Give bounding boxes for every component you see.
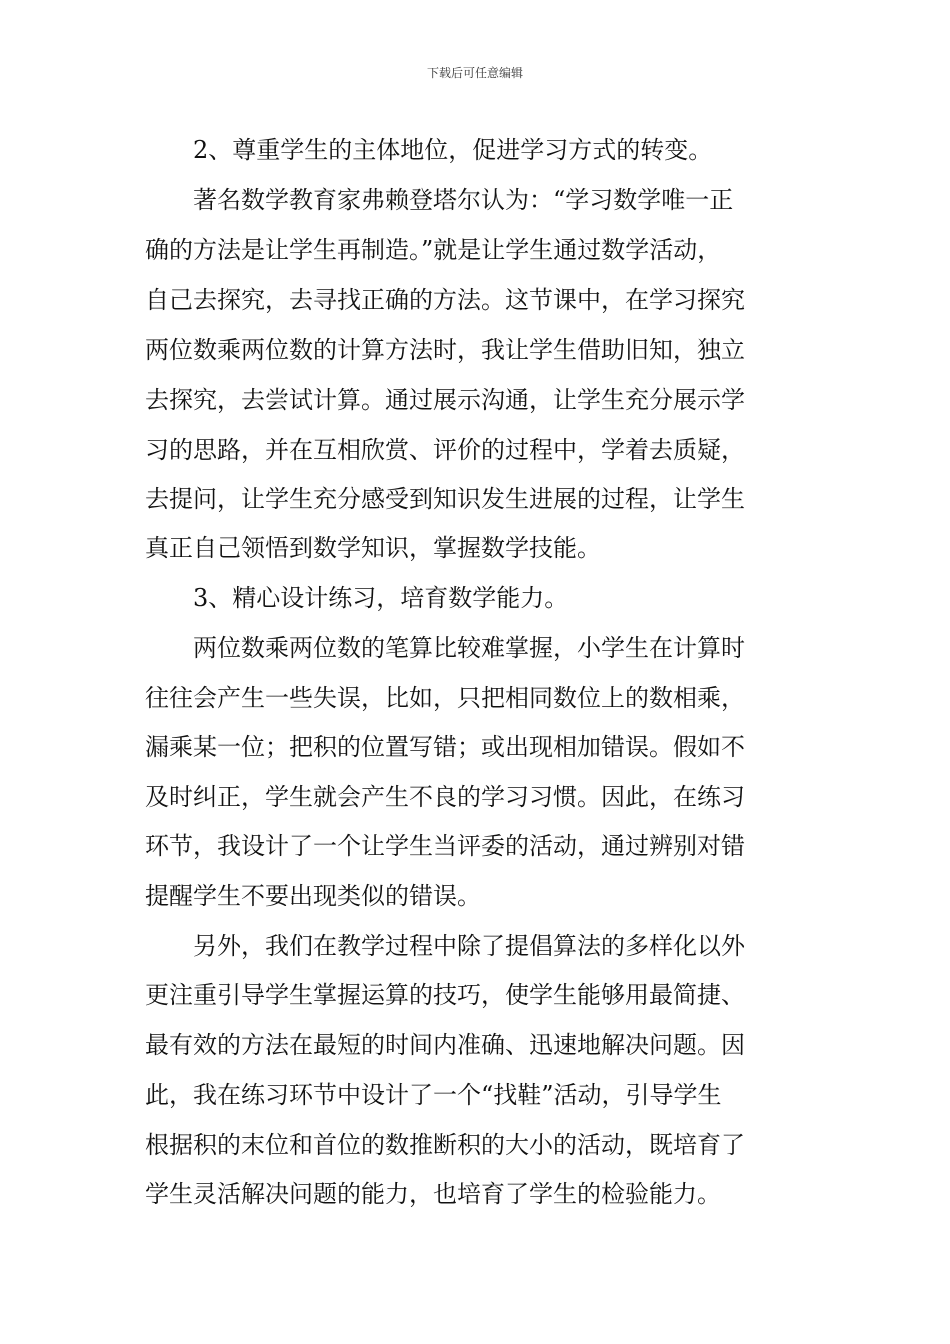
text-line: 真正自己领悟到数学知识，掌握数学技能。: [145, 534, 601, 562]
text-line: 提醒学生不要出现类似的错误。: [145, 882, 481, 910]
text-line: 著名数学教育家弗赖登塔尔认为：“学习数学唯一正: [193, 186, 734, 214]
text-line: 去探究，去尝试计算。通过展示沟通，让学生充分展示学: [145, 386, 745, 414]
text-line: 两位数乘两位数的笔算比较难掌握，小学生在计算时: [193, 634, 745, 662]
text-line: 去提问，让学生充分感受到知识发生进展的过程，让学生: [145, 485, 745, 513]
text-line: 更注重引导学生掌握运算的技巧，使学生能够用最简捷、: [145, 981, 745, 1009]
text-line: 往往会产生一些失误，比如，只把相同数位上的数相乘，: [145, 684, 745, 712]
text-line: 确的方法是让学生再制造。”就是让学生通过数学活动，: [145, 236, 722, 264]
text-line: 2、尊重学生的主体地位，促进学习方式的转变。: [193, 136, 713, 164]
text-line: 根据积的末位和首位的数推断积的大小的活动，既培育了: [145, 1131, 745, 1159]
text-line: 3、精心设计练习，培育数学能力。: [193, 584, 569, 612]
text-line: 漏乘某一位；把积的位置写错；或出现相加错误。假如不: [145, 733, 745, 761]
text-line: 此，我在练习环节中设计了一个“找鞋”活动，引导学生: [145, 1081, 722, 1109]
page-header: 下载后可任意编辑: [426, 66, 523, 80]
text-line: 两位数乘两位数的计算方法时，我让学生借助旧知，独立: [145, 336, 745, 364]
text-line: 环节，我设计了一个让学生当评委的活动，通过辨别对错: [145, 832, 745, 860]
text-line: 学生灵活解决问题的能力，也培育了学生的检验能力。: [145, 1180, 721, 1208]
text-line: 另外，我们在教学过程中除了提倡算法的多样化以外: [193, 932, 745, 960]
text-line: 自己去探究，去寻找正确的方法。这节课中，在学习探究: [145, 286, 745, 314]
text-line: 最有效的方法在最短的时间内准确、迅速地解决问题。因: [145, 1031, 745, 1059]
text-line: 习的思路，并在互相欣赏、评价的过程中，学着去质疑，: [145, 436, 745, 464]
text-line: 及时纠正，学生就会产生不良的学习习惯。因此，在练习: [145, 783, 745, 811]
